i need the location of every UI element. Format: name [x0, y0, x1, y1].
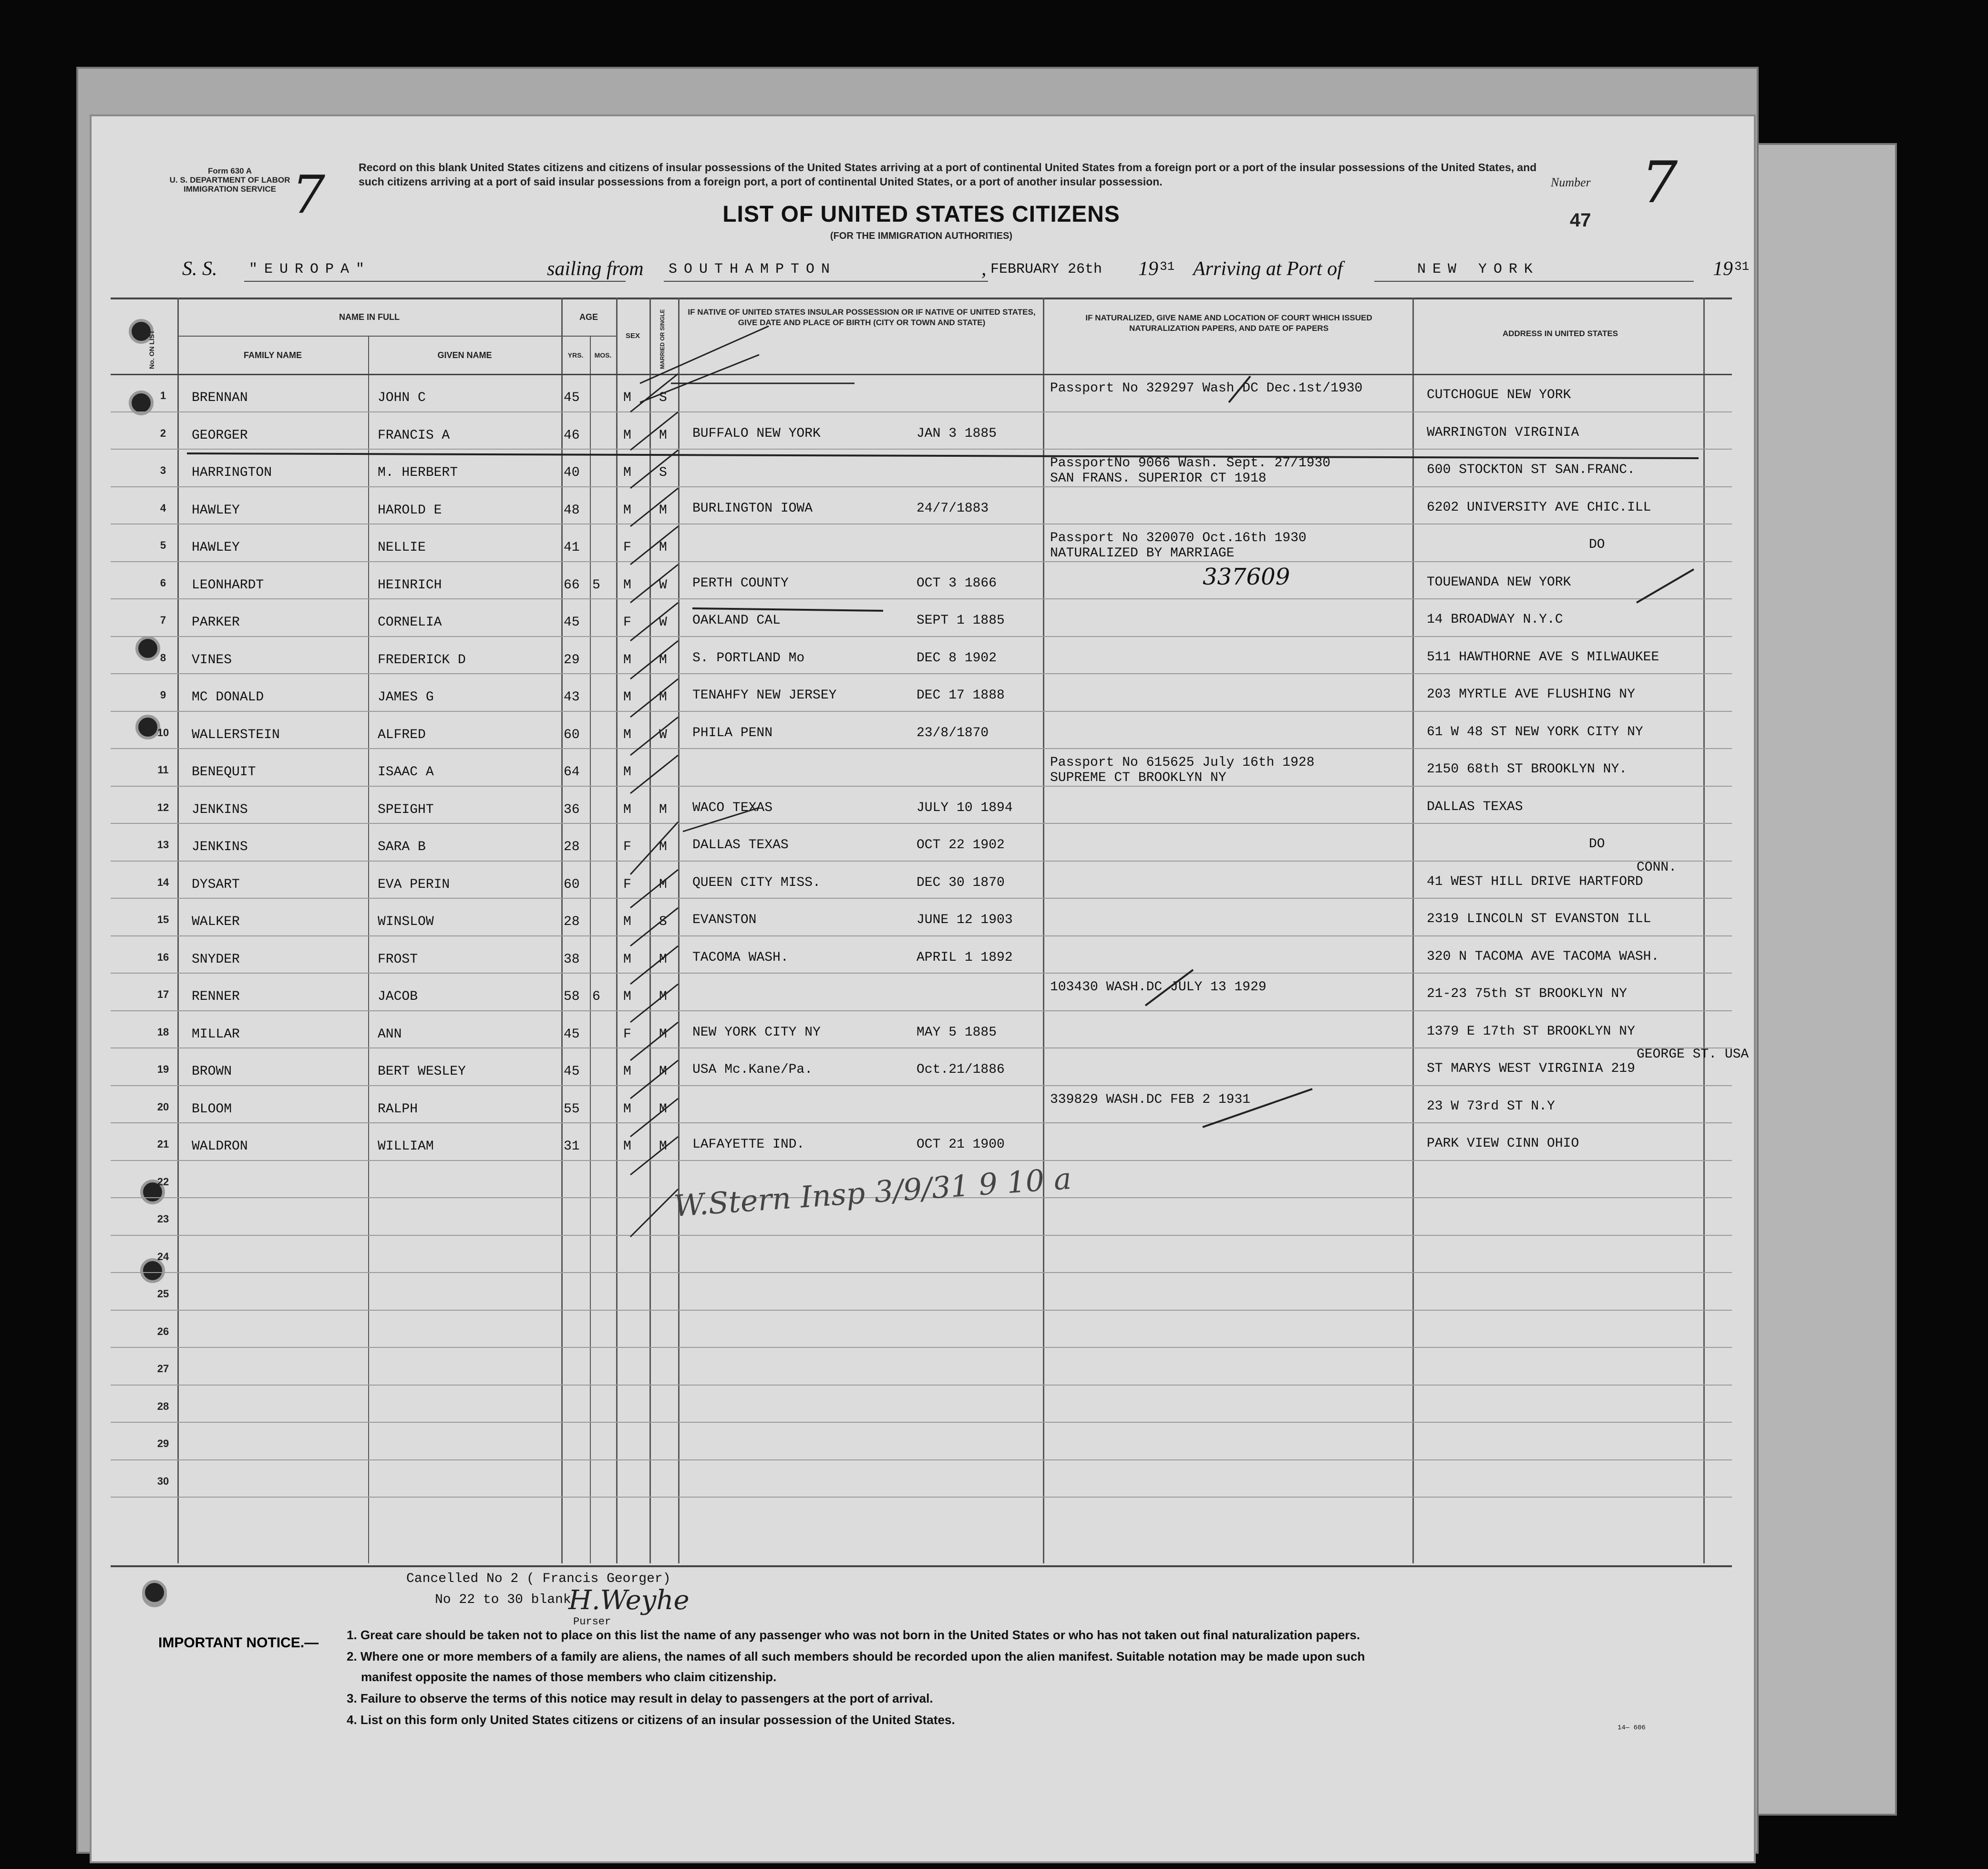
address: WARRINGTON VIRGINIA — [1427, 425, 1579, 440]
port-to: NEW YORK — [1417, 261, 1540, 277]
given-name: WINSLOW — [378, 914, 434, 929]
row-number: 26 — [157, 1325, 169, 1337]
form-code: 14— 606 — [1617, 1724, 1646, 1732]
age-years: 46 — [564, 428, 580, 443]
sex: M — [623, 390, 631, 405]
row-number: 22 — [157, 1175, 169, 1188]
age-years: 45 — [564, 615, 580, 630]
year2-suffix: 31 — [1734, 259, 1750, 274]
address: TOUEWANDA NEW YORK — [1427, 575, 1571, 590]
row-number: 17 — [157, 988, 169, 1000]
page-subtitle: (FOR THE IMMIGRATION AUTHORITIES) — [830, 231, 1013, 241]
given-name: HEINRICH — [378, 577, 442, 593]
address: 6202 UNIVERSITY AVE CHIC.ILL — [1427, 500, 1651, 515]
sex: M — [623, 765, 631, 780]
marital-status: S — [659, 914, 667, 929]
port-from: SOUTHAMPTON — [669, 261, 837, 277]
marital-status: M — [659, 690, 667, 705]
age-years: 48 — [564, 503, 580, 518]
marital-status: M — [659, 840, 667, 854]
tick-103430 — [1145, 970, 1193, 1006]
given-name: HAROLD E — [378, 503, 442, 518]
given-name: SARA B — [378, 840, 426, 854]
tick-passport — [1229, 376, 1250, 402]
age-years: 60 — [564, 877, 580, 892]
sex: M — [623, 428, 631, 443]
row-number: 14 — [157, 876, 169, 888]
row-number: 5 — [160, 539, 166, 551]
row-number: 8 — [160, 651, 166, 664]
age-years: 36 — [564, 802, 580, 817]
address-line2: GEORGE ST. USA — [1637, 1047, 1749, 1062]
age-months: 5 — [592, 577, 600, 593]
sex: M — [623, 952, 631, 967]
sex: M — [623, 1064, 631, 1079]
sex: M — [623, 690, 631, 705]
address: 2150 68th ST BROOKLYN NY. — [1427, 762, 1627, 777]
age-years: 38 — [564, 952, 580, 967]
sex: F — [623, 1027, 631, 1042]
birth-place: USA Mc.Kane/Pa. — [692, 1062, 813, 1077]
birth-date: OCT 22 1902 — [917, 838, 1005, 852]
row-number: 11 — [157, 764, 169, 776]
page-title: LIST OF UNITED STATES CITIZENS — [722, 202, 1120, 227]
marital-status: M — [659, 1064, 667, 1079]
col-birth: IF NATIVE OF UNITED STATES INSULAR POSSESSION OR IF NATIVE OF UNITED STATES, GIVE DATE AND PLACE OF BIRTH (CITY OR TOWN AND STATE) — [688, 308, 1036, 327]
given-name: FRANCIS A — [378, 428, 450, 443]
given-name: JACOB — [378, 989, 418, 1004]
purser-label: Purser — [573, 1616, 611, 1628]
row-number: 29 — [157, 1438, 169, 1449]
family-name: BENEQUIT — [192, 765, 256, 780]
given-name: JAMES G — [378, 690, 434, 705]
family-name: WALDRON — [192, 1139, 248, 1154]
page-number: 47 — [1570, 210, 1591, 231]
marital-status: M — [659, 989, 667, 1004]
col-age: AGE — [579, 312, 598, 322]
given-name: SPEIGHT — [378, 802, 434, 817]
family-name: RENNER — [192, 989, 240, 1004]
sailing-label: sailing from — [547, 258, 644, 280]
address: 23 W 73rd ST N.Y — [1427, 1099, 1555, 1114]
given-name: JOHN C — [378, 390, 426, 405]
birth-place: PHILA PENN — [692, 725, 773, 740]
row-number: 20 — [157, 1100, 169, 1113]
marital-status: M — [659, 802, 667, 817]
given-name: CORNELIA — [378, 615, 442, 630]
handwritten-number: 7 — [292, 164, 325, 225]
address: DO — [1589, 837, 1605, 852]
birth-place: QUEEN CITY MISS. — [692, 875, 821, 890]
row-number: 10 — [157, 726, 169, 739]
age-years: 45 — [564, 1064, 580, 1079]
birth-place: PERTH COUNTY — [692, 575, 789, 591]
marital-status: M — [659, 952, 667, 967]
row-number: 1 — [160, 390, 166, 401]
birth-date: OCT 21 1900 — [917, 1137, 1005, 1152]
ship-name: "EUROPA" — [249, 261, 371, 277]
row-number: 3 — [160, 464, 166, 476]
birth-date: JUNE 12 1903 — [917, 913, 1013, 927]
col-family-name: FAMILY NAME — [243, 350, 302, 360]
sex: M — [623, 465, 631, 480]
family-name: DYSART — [192, 877, 240, 892]
blank-note: No 22 to 30 blank — [435, 1592, 571, 1607]
family-name: JENKINS — [192, 840, 248, 854]
given-name: M. HERBERT — [378, 465, 458, 480]
check-marks — [92, 116, 1754, 1861]
purser-signature: H.Weyhe — [568, 1585, 690, 1616]
form-number: Form 630 A — [208, 166, 252, 175]
birth-place: BURLINGTON IOWA — [692, 501, 813, 516]
address: 320 N TACOMA AVE TACOMA WASH. — [1427, 949, 1659, 964]
row-number: 16 — [157, 951, 169, 963]
row-number: 24 — [157, 1250, 169, 1263]
row-number: 6 — [160, 576, 166, 589]
birth-place: TENAHFY NEW JERSEY — [692, 688, 837, 703]
row-number: 12 — [157, 801, 169, 813]
marital-status: M — [659, 652, 667, 668]
marital-status: M — [659, 540, 667, 555]
birth-date: JULY 10 1894 — [917, 800, 1013, 815]
family-name: SNYDER — [192, 952, 240, 967]
age-years: 45 — [564, 1027, 580, 1042]
naturalization-line2: SUPREME CT BROOKLYN NY — [1050, 770, 1226, 785]
address: 21-23 75th ST BROOKLYN NY — [1427, 986, 1627, 1001]
address: CUTCHOGUE NEW YORK — [1427, 388, 1571, 402]
birth-date: SEPT 1 1885 — [917, 613, 1005, 628]
given-name: EVA PERIN — [378, 877, 450, 892]
marital-status: M — [659, 1101, 667, 1117]
notice-item: 4. List on this form only United States citizens or citizens of an insular possession of the United States. — [347, 1713, 955, 1727]
sailing-date: FEBRUARY 26th — [990, 261, 1102, 277]
address: 600 STOCKTON ST SAN.FRANC. — [1427, 462, 1635, 477]
row-number: 15 — [157, 914, 169, 925]
row-number: 7 — [160, 614, 166, 626]
sex: M — [623, 652, 631, 668]
col-married-single: MARRIED OR SINGLE — [659, 309, 666, 369]
naturalization-line: 339829 WASH.DC FEB 2 1931 — [1050, 1092, 1251, 1107]
strike-row-2 — [187, 453, 1699, 458]
marital-status: M — [659, 877, 667, 892]
age-months: 6 — [592, 989, 600, 1004]
address: 14 BROADWAY N.Y.C — [1427, 612, 1563, 627]
sex: F — [623, 877, 631, 892]
cancel-note: Cancelled No 2 ( Francis Georger) — [406, 1571, 671, 1586]
sex: M — [623, 1101, 631, 1117]
given-name: FREDERICK D — [378, 652, 466, 668]
given-name: RALPH — [378, 1101, 418, 1117]
row-number: 19 — [157, 1063, 169, 1075]
naturalization-line2: NATURALIZED BY MARRIAGE — [1050, 546, 1235, 561]
age-years: 58 — [564, 989, 580, 1004]
notice-item: 3. Failure to observe the terms of this notice may result in delay to passengers at the port of arrival. — [347, 1691, 933, 1705]
col-yrs: YRS. — [567, 351, 584, 359]
row-number: 13 — [157, 839, 169, 851]
naturalization-line: Passport No 329297 Wash.DC Dec.1st/1930 — [1050, 381, 1363, 396]
family-name: BLOOM — [192, 1101, 232, 1117]
age-years: 29 — [564, 652, 580, 668]
naturalization-line: 337609 — [1203, 563, 1290, 590]
birth-date: 23/8/1870 — [917, 725, 989, 740]
birth-date: APRIL 1 1892 — [917, 950, 1013, 965]
address: 203 MYRTLE AVE FLUSHING NY — [1427, 687, 1635, 702]
birth-date: 24/7/1883 — [917, 501, 989, 516]
birth-date: DEC 8 1902 — [917, 650, 997, 666]
birth-place: NEW YORK CITY NY — [692, 1025, 821, 1040]
birth-date: DEC 17 1888 — [917, 688, 1005, 703]
handwritten-list-number: 7 — [1641, 150, 1678, 216]
strike-perth — [692, 608, 883, 611]
naturalization-line: 103430 WASH.DC JULY 13 1929 — [1050, 980, 1267, 995]
birth-date: OCT 3 1866 — [917, 575, 997, 591]
birth-place: EVANSTON — [692, 913, 757, 927]
marital-status: M — [659, 503, 667, 518]
marital-status: M — [659, 1027, 667, 1042]
col-address: ADDRESS IN UNITED STATES — [1502, 329, 1618, 338]
family-name: GEORGER — [192, 428, 248, 443]
sex: F — [623, 840, 631, 854]
row-number: 9 — [160, 689, 166, 701]
address: PARK VIEW CINN OHIO — [1427, 1136, 1579, 1151]
row-number: 21 — [157, 1138, 169, 1150]
birth-date: Oct.21/1886 — [917, 1062, 1005, 1077]
birth-place: BUFFALO NEW YORK — [692, 426, 821, 441]
birth-date: DEC 30 1870 — [917, 875, 1005, 890]
naturalization-line2: SAN FRANS. SUPERIOR CT 1918 — [1050, 471, 1267, 486]
birth-place: TACOMA WASH. — [692, 950, 789, 965]
age-years: 64 — [564, 765, 580, 780]
paper-stack-back — [1736, 143, 1897, 1816]
age-years: 28 — [564, 914, 580, 929]
col-naturalized: IF NATURALIZED, GIVE NAME AND LOCATION OF COURT WHICH ISSUED NATURALIZATION PAPERS, AND DATE OF PAPERS — [1085, 313, 1372, 333]
birth-date: JAN 3 1885 — [917, 426, 997, 441]
sex: F — [623, 615, 631, 630]
row-number: 2 — [160, 427, 166, 439]
marital-status: W — [659, 615, 667, 630]
col-name-in-full: NAME IN FULL — [339, 312, 400, 322]
date-comma: , — [981, 258, 987, 280]
address: DALLAS TEXAS — [1427, 799, 1523, 814]
row-number: 23 — [157, 1213, 169, 1225]
address: ST MARYS WEST VIRGINIA 219 — [1427, 1061, 1635, 1076]
birth-date: MAY 5 1885 — [917, 1025, 997, 1040]
family-name: HAWLEY — [192, 540, 240, 555]
marital-status: W — [659, 577, 667, 593]
family-name: VINES — [192, 652, 232, 668]
birth-place: DALLAS TEXAS — [692, 838, 789, 852]
department: U. S. DEPARTMENT OF LABOR — [169, 175, 290, 185]
age-years: 55 — [564, 1101, 580, 1117]
service: IMMIGRATION SERVICE — [184, 185, 276, 194]
family-name: HARRINGTON — [192, 465, 272, 480]
manifest-sheet — [90, 114, 1756, 1863]
address: 61 W 48 ST NEW YORK CITY NY — [1427, 724, 1643, 739]
marital-status: M — [659, 1139, 667, 1154]
sex: M — [623, 914, 631, 929]
family-name: WALKER — [192, 914, 240, 929]
given-name: ALFRED — [378, 727, 426, 742]
birth-place: OAKLAND CAL — [692, 613, 781, 628]
sex: M — [623, 802, 631, 817]
given-name: WILLIAM — [378, 1139, 434, 1154]
address: 2319 LINCOLN ST EVANSTON ILL — [1427, 912, 1651, 926]
family-name: MC DONALD — [192, 690, 264, 705]
row-number: 18 — [157, 1026, 169, 1038]
age-years: 40 — [564, 465, 580, 480]
age-years: 43 — [564, 690, 580, 705]
sex: F — [623, 540, 631, 555]
given-name: ANN — [378, 1027, 402, 1042]
col-no-on-list: No. ON LIST — [148, 330, 155, 369]
given-name: NELLIE — [378, 540, 426, 555]
family-name: LEONHARDT — [192, 577, 264, 593]
year2-prefix: 19 — [1713, 258, 1733, 280]
age-years: 28 — [564, 840, 580, 854]
age-years: 66 — [564, 577, 580, 593]
row-number: 28 — [157, 1400, 169, 1412]
ss-label: S. S. — [182, 258, 217, 280]
col-given-name: GIVEN NAME — [437, 350, 492, 360]
marital-status: S — [659, 390, 667, 405]
address-line2: CONN. — [1637, 860, 1677, 875]
marital-status: W — [659, 727, 667, 742]
address: 1379 E 17th ST BROOKLYN NY — [1427, 1024, 1635, 1039]
row-number: 4 — [160, 502, 166, 514]
col-sex: SEX — [625, 332, 640, 340]
sex: M — [623, 1139, 631, 1154]
sex: M — [623, 727, 631, 742]
arriving-label: Arriving at Port of — [1193, 258, 1343, 280]
sex: M — [623, 577, 631, 593]
birth-place: LAFAYETTE IND. — [692, 1137, 805, 1152]
tick-339829 — [1203, 1089, 1312, 1127]
family-name: PARKER — [192, 615, 240, 630]
tick-leonhardt-addr — [1637, 569, 1694, 603]
age-years: 60 — [564, 727, 580, 742]
age-years: 41 — [564, 540, 580, 555]
year-suffix: 31 — [1160, 259, 1175, 274]
family-name: BRENNAN — [192, 390, 248, 405]
marital-status: M — [659, 428, 667, 443]
row-number: 25 — [157, 1288, 169, 1300]
row-number: 30 — [157, 1475, 169, 1487]
address: 511 HAWTHORNE AVE S MILWAUKEE — [1427, 649, 1659, 665]
naturalization-line: Passport No 615625 July 16th 1928 — [1050, 755, 1315, 770]
notice-item: 2. Where one or more members of a family are aliens, the names of all such members should be recorded upon the alien manifest. Suitable notation may be made upon such — [347, 1649, 1365, 1664]
naturalization-line: PassportNo 9066 Wash. Sept. 27/1930 — [1050, 456, 1331, 471]
sex: M — [623, 503, 631, 518]
inspector-stamp: W.Stern Insp 3/9/31 9 10 a — [672, 1160, 1073, 1224]
naturalization-line: Passport No 320070 Oct.16th 1930 — [1050, 531, 1307, 545]
notice-heading: IMPORTANT NOTICE.— — [158, 1635, 319, 1651]
col-mos: MOS. — [594, 351, 612, 359]
marital-status: S — [659, 465, 667, 480]
notice-item: 1. Great care should be taken not to place on this list the name of any passenger who was not born in the United States or who has not taken out final naturalization papers. — [347, 1628, 1360, 1642]
given-name: BERT WESLEY — [378, 1064, 466, 1079]
notice-item: manifest opposite the names of those members who claim citizenship. — [361, 1670, 777, 1684]
age-years: 31 — [564, 1139, 580, 1154]
sex: M — [623, 989, 631, 1004]
address: 41 WEST HILL DRIVE HARTFORD — [1427, 874, 1643, 889]
birth-place: S. PORTLAND Mo — [692, 650, 805, 666]
family-name: WALLERSTEIN — [192, 727, 280, 742]
given-name: FROST — [378, 952, 418, 967]
family-name: JENKINS — [192, 802, 248, 817]
age-years: 45 — [564, 390, 580, 405]
family-name: MILLAR — [192, 1027, 240, 1042]
number-label: Number — [1551, 175, 1591, 189]
given-name: ISAAC A — [378, 765, 434, 780]
year-prefix: 19 — [1138, 258, 1158, 280]
family-name: HAWLEY — [192, 503, 240, 518]
address: DO — [1589, 537, 1605, 552]
record-instructions: Record on this blank United States citizens and citizens of insular possessions of the United States arriving at a port of continental United States from a foreign port or a port of the insular possessions of the United States, and such citizens arriving at a port of said insular possessions from a foreign port, a port of continental United States, or a port of another insular possession. — [359, 161, 1537, 188]
row-number: 27 — [157, 1363, 169, 1375]
birth-place: WACO TEXAS — [692, 800, 773, 815]
family-name: BROWN — [192, 1064, 232, 1079]
